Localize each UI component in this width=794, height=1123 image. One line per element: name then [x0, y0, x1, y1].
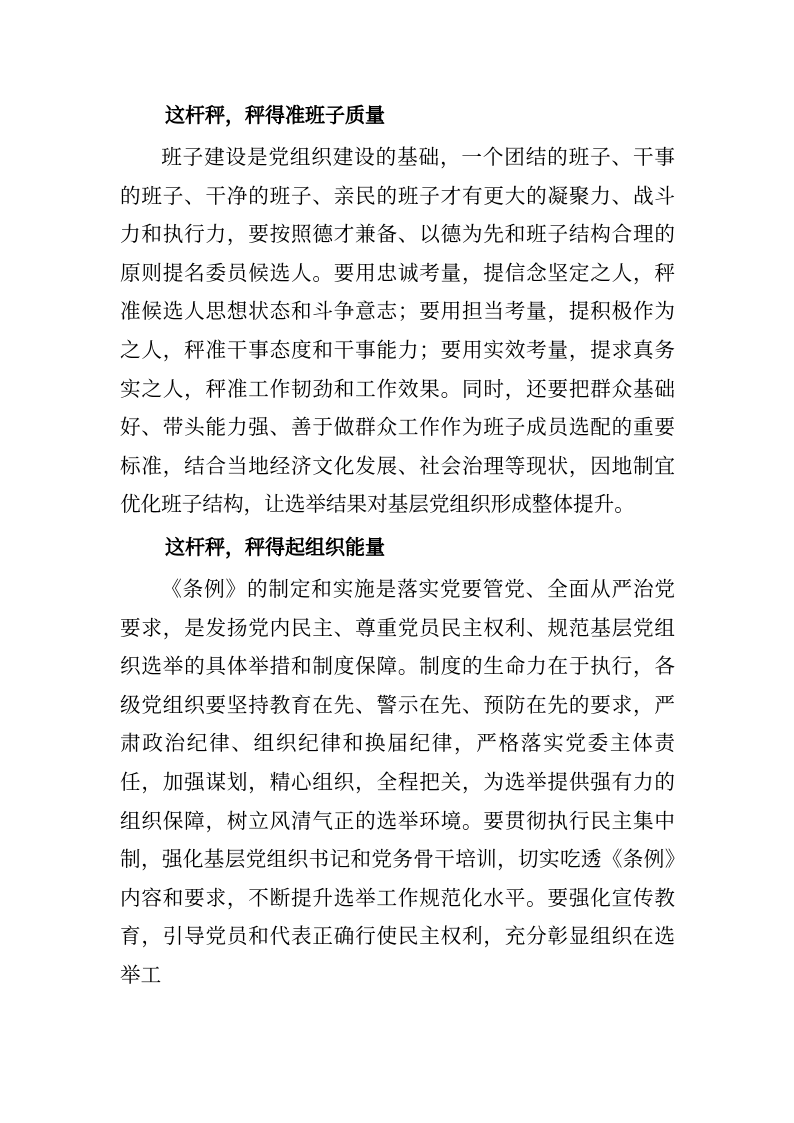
section-paragraph-1: 班子建设是党组织建设的基础，一个团结的班子、干事的班子、干净的班子、亲民的班子才有更大的凝聚力、战斗力和执行力，要按照德才兼备、以德为先和班子结构合理的原则提名委员候选人。要用忠诚考量，提信念坚定之人，秤准候选人思想状态和斗争意志；要用担当考量，提积极作为之人，秤准干事态度和干事能力；要用实效考量，提求真务实之人，秤准工作韧劲和工作效果。同时，还要把群众基础好、带头能力强、善于做群众工作作为班子成员选配的重要标准，结合当地经济文化发展、社会治理等现状，因地制宜优化班子结构，让选举结果对基层党组织形成整体提升。 — [120, 145, 675, 517]
document-body — [120, 92, 675, 994]
section-heading-2: 这杆秤，秤得起组织能量 — [165, 534, 385, 559]
section-heading-1: 这杆秤，秤得准班子质量 — [165, 103, 385, 127]
section-paragraph-2: 《条例》的制定和实施是落实党要管党、全面从严治党要求，是发扬党内民主、尊重党员民主权利、规范基层党组织选举的具体举措和制度保障。制度的生命力在于执行，各级党组织要坚持教育在先、警示在先、预防在先的要求，严肃政治纪律、组织纪律和换届纪律，严格落实党委主体责任，加强谋划，精心组织，全程把关，为选举提供强有力的组织保障，树立风清气正的选举环境。要贯彻执行民主集中制，强化基层党组织书记和党务骨干培训，切实吃透《条例》内容和要求，不断提升选举工作规范化水平。要强化宣传教育，引导党员和代表正确行使民主权利，充分彰显组织在选举工 — [120, 576, 675, 987]
